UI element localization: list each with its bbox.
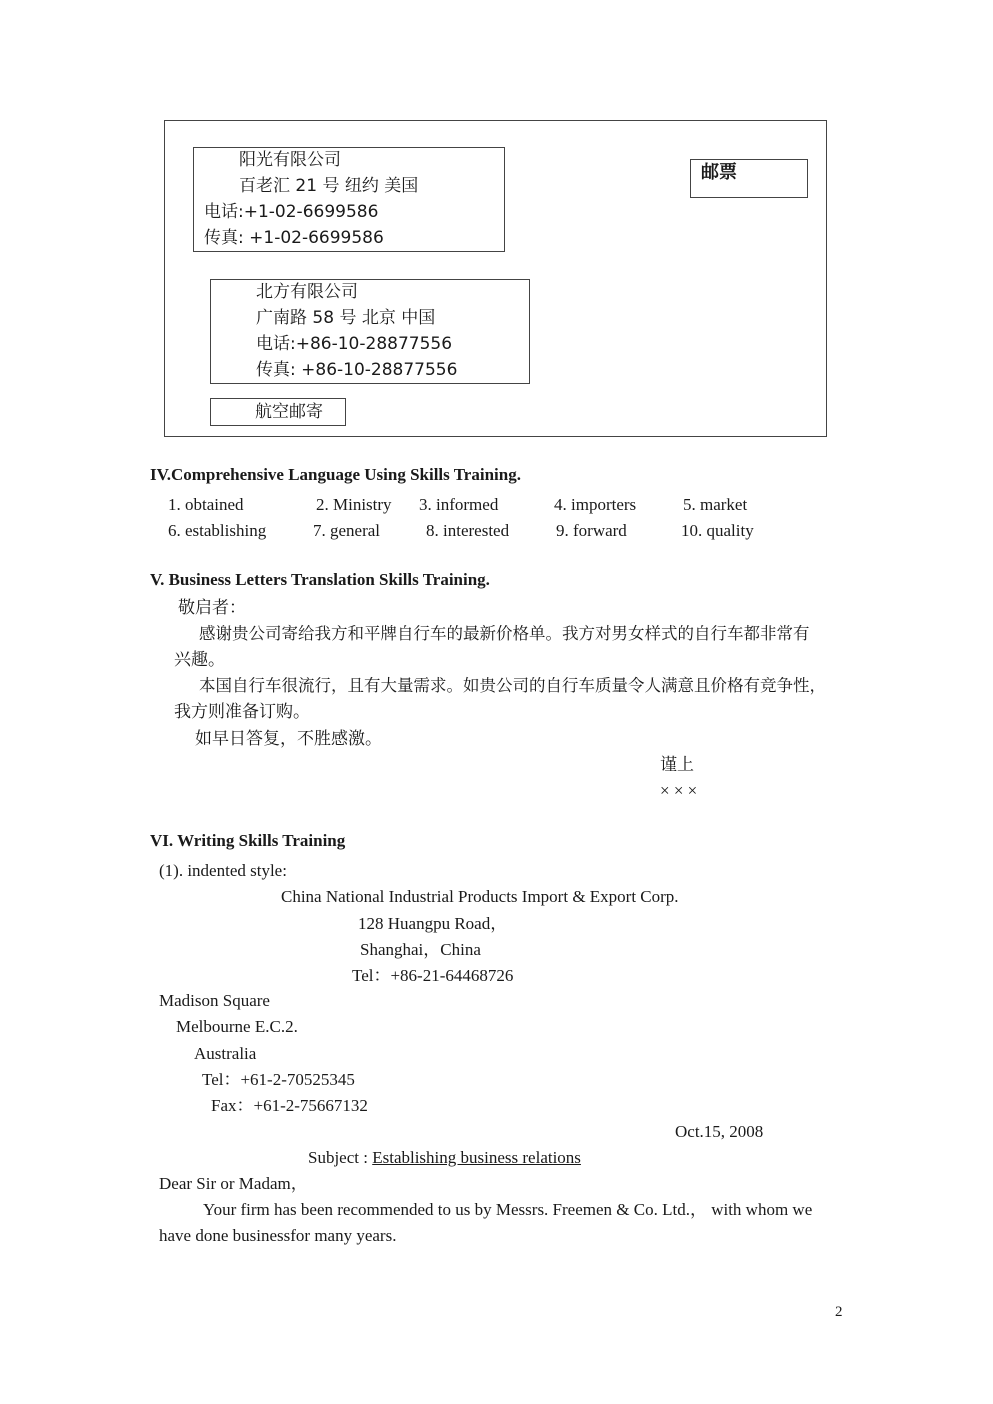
sender-street: 128 Huangpu Road， xyxy=(358,914,508,933)
recipient-phone: 电话:+86-10-28877556 xyxy=(256,334,453,354)
answer-9: 9. forward xyxy=(556,521,627,540)
letter-para2-line1: 本国自行车很流行，且有大量需求。如贵公司的自行车质量令人满意且价格有竞争性， xyxy=(199,676,826,695)
answer-8: 8. interested xyxy=(426,521,510,540)
inside-address-2: Melbourne E.C.2. xyxy=(176,1017,298,1036)
answer-3: 3. informed xyxy=(419,495,499,514)
subject-line xyxy=(308,1149,581,1166)
sender-phone: 电话:+1-02-6699586 xyxy=(204,202,379,222)
answer-1: 1. obtained xyxy=(168,495,244,514)
letter-closing: 谨上 xyxy=(660,755,694,775)
answer-4: 4. importers xyxy=(554,495,637,514)
answer-2: 2. Ministry xyxy=(316,495,392,514)
recipient-fax: 传真: +86-10-28877556 xyxy=(256,360,458,380)
sender-fax: 传真: +1-02-6699586 xyxy=(204,228,384,248)
section6-heading: VI. Writing Skills Training xyxy=(150,831,346,850)
recipient-address: 广南路 58 号 北京 中国 xyxy=(256,308,436,328)
sender-address: 百老汇 21 号 纽约 美国 xyxy=(239,176,419,196)
letter-date: Oct.15, 2008 xyxy=(675,1122,764,1141)
letter-para1-line2: 兴趣。 xyxy=(174,650,225,670)
subject-text: Establishing business relations xyxy=(372,1148,581,1167)
letter-para2-line2: 我方则准备订购。 xyxy=(174,702,310,722)
airmail-label: 航空邮寄 xyxy=(255,402,323,422)
answer-5: 5. market xyxy=(683,495,748,514)
inside-address-4: Tel：+61-2-70525345 xyxy=(202,1070,355,1089)
section4-heading: IV.Comprehensive Language Using Skills Training. xyxy=(150,465,521,484)
stamp-label: 邮票 xyxy=(701,162,737,183)
answer-6: 6. establishing xyxy=(168,521,267,540)
recipient-name: 北方有限公司 xyxy=(256,282,358,302)
body-line-2: have done businessfor many years. xyxy=(159,1226,397,1245)
section5-heading: V. Business Letters Translation Skills Training. xyxy=(150,570,490,589)
answer-10: 10. quality xyxy=(681,521,754,540)
inside-address-1: Madison Square xyxy=(159,991,270,1010)
page-number: 2 xyxy=(835,1304,843,1320)
letter-salutation: 敬启者： xyxy=(178,598,246,618)
subject-label: Subject : xyxy=(308,1148,373,1167)
sender-company: China National Industrial Products Import & Export Corp. xyxy=(281,887,679,906)
greeting: Dear Sir or Madam， xyxy=(159,1174,308,1193)
letter-para3: 如早日答复，不胜感激。 xyxy=(195,729,382,749)
letter-signature: × × × xyxy=(660,781,698,800)
sender-name: 阳光有限公司 xyxy=(239,150,341,170)
style-label: (1). indented style: xyxy=(159,861,287,880)
sender-city: Shanghai，China xyxy=(360,940,481,959)
inside-address-3: Australia xyxy=(194,1044,257,1063)
sender-tel: Tel：+86-21-64468726 xyxy=(352,966,514,985)
letter-para1-line1: 感谢贵公司寄给我方和平牌自行车的最新价格单。我方对男女样式的自行车都非常有 xyxy=(199,624,810,643)
body-line-1: Your firm has been recommended to us by Messrs. Freemen & Co. Ltd.， with whom we xyxy=(203,1200,813,1219)
answer-7: 7. general xyxy=(313,521,381,540)
inside-address-5: Fax：+61-2-75667132 xyxy=(211,1096,368,1115)
